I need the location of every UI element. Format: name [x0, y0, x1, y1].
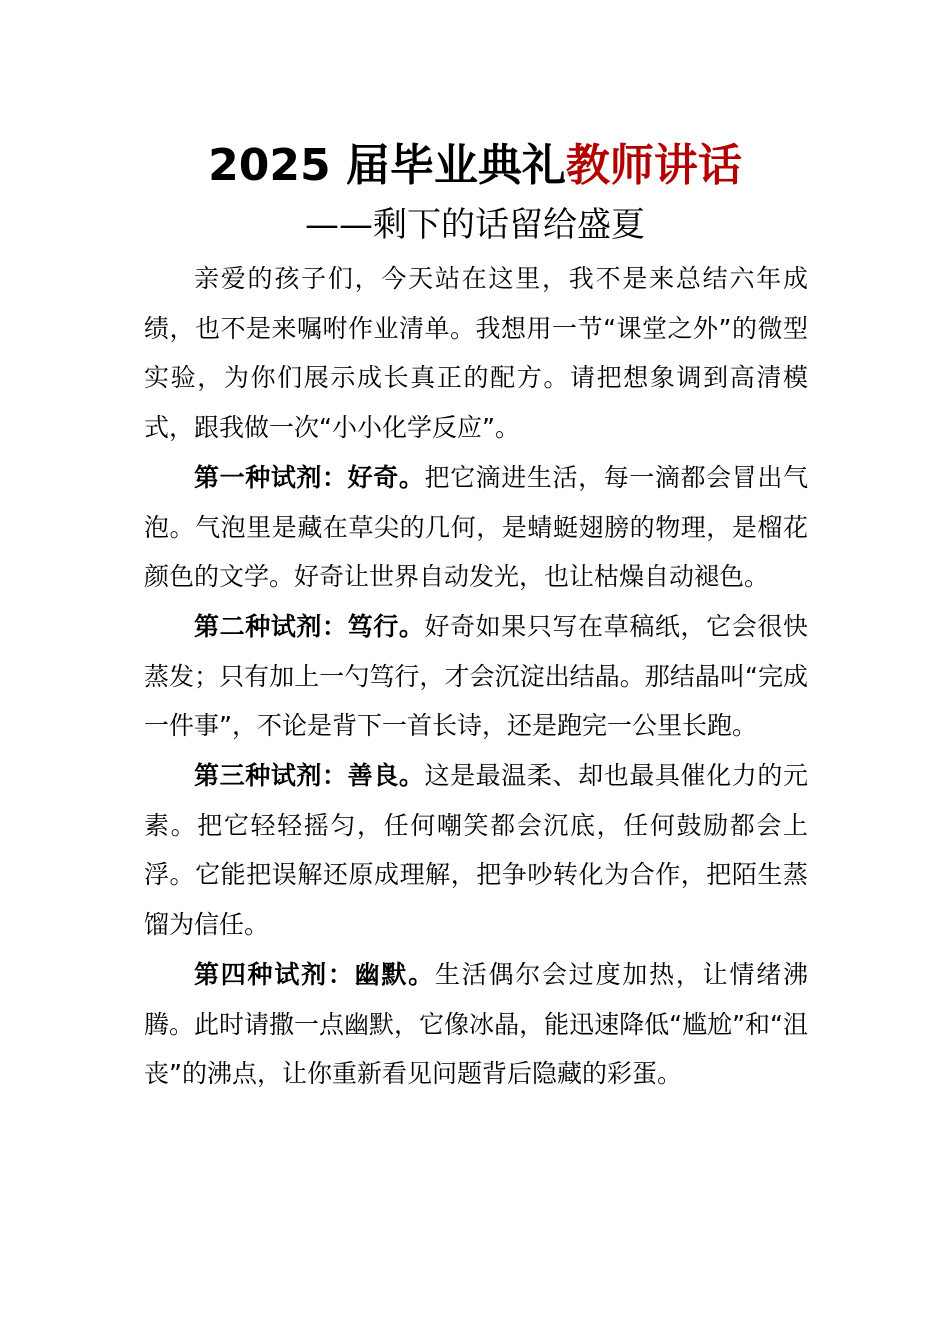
paragraph-lead: 第一种试剂：好奇。	[194, 462, 425, 492]
speech-body	[144, 254, 808, 1099]
paragraph-lead: 第四种试剂：幽默。	[194, 959, 435, 989]
paragraph-kindness	[144, 751, 808, 950]
title-main: 2025 届毕业典礼	[208, 140, 566, 191]
paragraph-text: 好奇如果只写在草稿纸，它会很快蒸发；只有加上一勺笃行，才会沉淀出结晶。那结晶叫“完成一件事”，不论是背下一首长诗，还是跑完一公里长跑。	[144, 611, 808, 741]
paragraph-humor	[144, 950, 808, 1099]
paragraph-practice	[144, 602, 808, 751]
paragraph-greeting	[144, 254, 808, 453]
paragraph-text: 亲爱的孩子们，今天站在这里，我不是来总结六年成绩，也不是来嘱咐作业清单。我想用一节“课堂之外”的微型实验，为你们展示成长真正的配方。请把想象调到高清模式，跟我做一次“小小化学反应”。	[144, 264, 808, 443]
paragraph-lead: 第二种试剂：笃行。	[194, 611, 425, 641]
paragraph-lead: 第三种试剂：善良。	[194, 761, 425, 791]
paragraph-text: 把它滴进生活，每一滴都会冒出气泡。气泡里是藏在草尖的几何，是蜻蜓翅膀的物理，是榴花颜色的文学。好奇让世界自动发光，也让枯燥自动褪色。	[144, 462, 808, 592]
page-subtitle: ——剩下的话留给盛夏	[305, 205, 645, 245]
paragraph-text: 生活偶尔会过度加热，让情绪沸腾。此时请撒一点幽默，它像冰晶，能迅速降低“尴尬”和“沮丧”的沸点，让你重新看见问题背后隐藏的彩蛋。	[144, 959, 808, 1089]
paragraph-curiosity	[144, 453, 808, 602]
page-title	[0, 138, 950, 194]
paragraph-text: 这是最温柔、却也最具催化力的元素。把它轻轻摇匀，任何嘲笑都会沉底，任何鼓励都会上浮。它能把误解还原成理解，把争吵转化为合作，把陌生蒸馏为信任。	[144, 761, 808, 940]
title-accent: 教师讲话	[565, 140, 742, 191]
